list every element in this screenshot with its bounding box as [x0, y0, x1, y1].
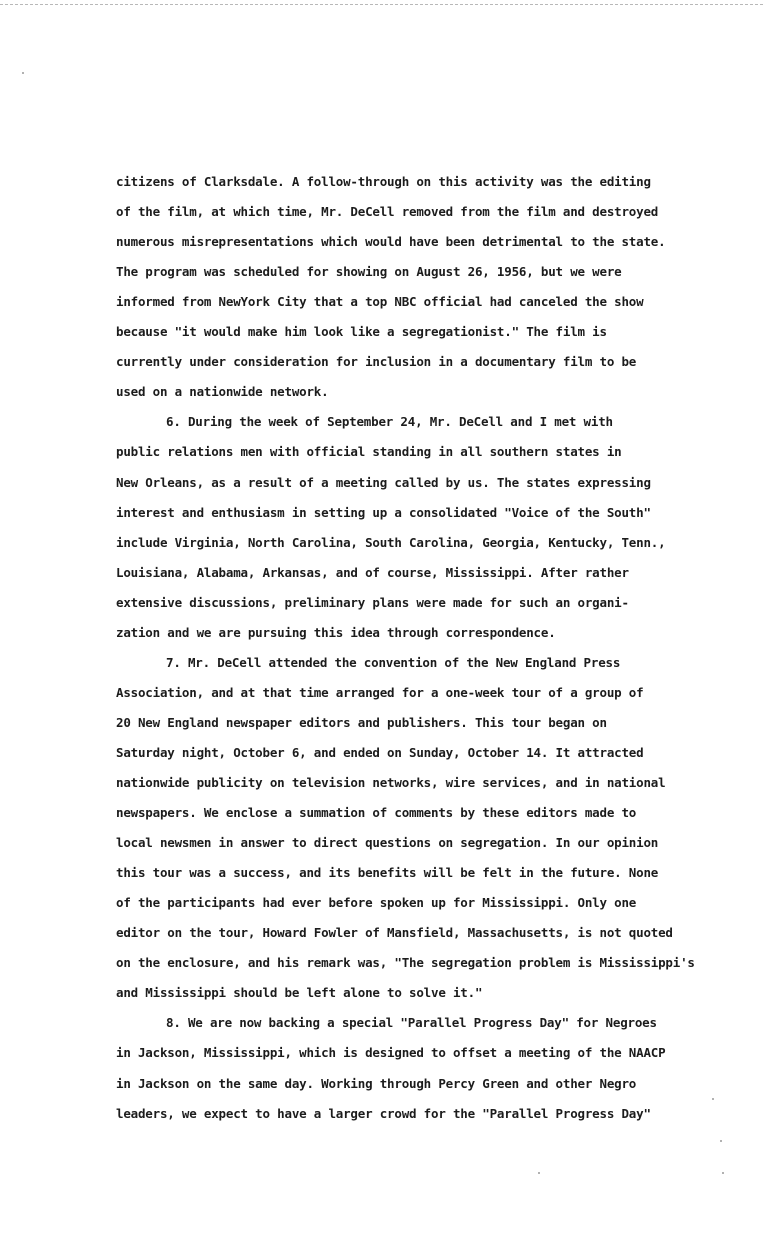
text-line: New Orleans, as a result of a meeting called by us. The states expressing — [116, 475, 651, 490]
text-line: in Jackson on the same day. Working through Percy Green and other Negro — [116, 1076, 637, 1091]
text-line: of the film, at which time, Mr. DeCell removed from the film and destroyed — [116, 204, 659, 219]
text-line: currently under consideration for inclusion in a documentary film to be — [116, 354, 637, 369]
text-line: of the participants had ever before spoken up for Mississippi. Only one — [116, 895, 637, 910]
text-line: interest and enthusiasm in setting up a consolidated "Voice of the South" — [116, 505, 651, 520]
scan-speck — [722, 1172, 724, 1174]
text-line: nationwide publicity on television networks, wire services, and in national — [116, 775, 666, 790]
text-line: because "it would make him look like a segregationist." The film is — [116, 324, 607, 339]
scan-speck — [22, 72, 24, 74]
text-line: used on a nationwide network. — [116, 384, 329, 399]
text-line: 20 New England newspaper editors and publishers. This tour began on — [116, 715, 607, 730]
text-line: 6. During the week of September 24, Mr. DeCell and I met with — [166, 414, 613, 429]
text-line: and Mississippi should be left alone to solve it." — [116, 985, 483, 1000]
scan-speck — [720, 1140, 722, 1142]
text-line: leaders, we expect to have a larger crowd for the "Parallel Progress Day" — [116, 1106, 651, 1121]
scan-speck — [538, 1172, 540, 1174]
text-line: The program was scheduled for showing on August 26, 1956, but we were — [116, 264, 622, 279]
text-line: Saturday night, October 6, and ended on Sunday, October 14. It attracted — [116, 745, 644, 760]
text-line: Association, and at that time arranged for a one-week tour of a group of — [116, 685, 644, 700]
text-line: newspapers. We enclose a summation of comments by these editors made to — [116, 805, 637, 820]
text-line: editor on the tour, Howard Fowler of Mansfield, Massachusetts, is not quoted — [116, 925, 673, 940]
text-line: include Virginia, North Carolina, South Carolina, Georgia, Kentucky, Tenn., — [116, 535, 666, 550]
text-line: 7. Mr. DeCell attended the convention of the New England Press — [166, 655, 621, 670]
scan-speck — [712, 1098, 714, 1100]
text-line: numerous misrepresentations which would have been detrimental to the state. — [116, 234, 666, 249]
text-line: 8. We are now backing a special "Parallel Progress Day" for Negroes — [166, 1015, 657, 1030]
text-line: this tour was a success, and its benefits will be felt in the future. None — [116, 865, 659, 880]
text-line: local newsmen in answer to direct questions on segregation. In our opinion — [116, 835, 659, 850]
text-line: zation and we are pursuing this idea through correspondence. — [116, 625, 556, 640]
text-line: in Jackson, Mississippi, which is designed to offset a meeting of the NAACP — [116, 1045, 666, 1060]
text-line: citizens of Clarksdale. A follow-through on this activity was the editing — [116, 174, 651, 189]
text-line: extensive discussions, preliminary plans were made for such an organi- — [116, 595, 629, 610]
text-line: Louisiana, Alabama, Arkansas, and of course, Mississippi. After rather — [116, 565, 629, 580]
text-line: public relations men with official standing in all southern states in — [116, 444, 622, 459]
text-line: on the enclosure, and his remark was, "The segregation problem is Mississippi's — [116, 955, 695, 970]
text-line: informed from NewYork City that a top NBC official had canceled the show — [116, 294, 644, 309]
